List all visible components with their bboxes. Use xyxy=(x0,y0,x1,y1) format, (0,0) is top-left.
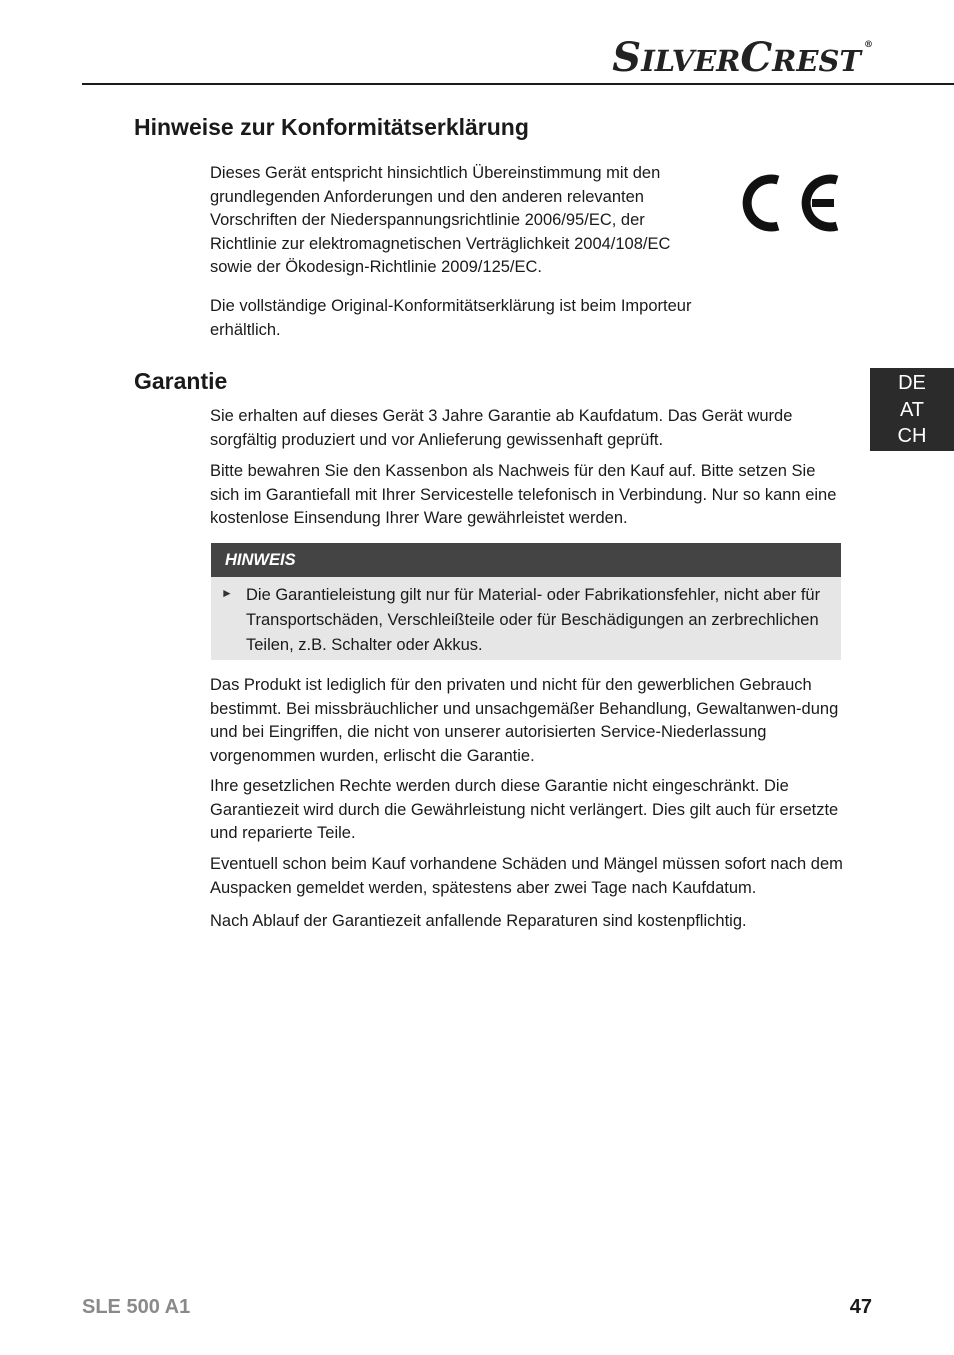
brand-logo xyxy=(612,34,873,81)
note-box xyxy=(211,577,841,660)
triangle-bullet-icon: ► xyxy=(221,586,233,600)
brand-letter: S xyxy=(612,34,642,81)
header-rule xyxy=(82,83,954,85)
language-code: CH xyxy=(897,425,927,447)
ce-mark-icon xyxy=(738,165,844,241)
language-code: AT xyxy=(899,398,925,421)
footer-model: SLE 500 A1 xyxy=(82,1296,191,1318)
brand-letters: ILVER xyxy=(641,44,741,78)
section-title-warranty: Garantie xyxy=(134,368,228,394)
note-header: HINWEIS xyxy=(211,543,841,577)
conformity-paragraph-2: Die vollständige Original-Konformitätserklärung ist beim Importeur erhältlich. xyxy=(210,297,692,339)
language-code: DE xyxy=(898,372,926,394)
language-tab xyxy=(870,368,954,451)
warranty-paragraph-6: Nach Ablauf der Garantiezeit anfallende Reparaturen sind kostenpflichtig. xyxy=(210,912,747,930)
note-text: Die Garantieleistung gilt nur für Material- oder Fabrikationsfehler, nicht aber für Transportschäden, Verschleißteile oder für Beschädigungen an zerbrechlichen Teilen, z.B. Schalter oder Akkus. xyxy=(246,586,821,654)
registered-mark: ® xyxy=(864,40,873,50)
brand-letter: C xyxy=(740,34,773,81)
warranty-paragraph-4: Ihre gesetzlichen Rechte werden durch diese Garantie nicht eingeschränkt. Die Garantiezeit wird durch die Gewährleistung nicht verlängert. Dies gilt auch für ersetzte und reparierte Teile. xyxy=(210,777,839,842)
warranty-paragraph-2: Bitte bewahren Sie den Kassenbon als Nachweis für den Kauf auf. Bitte setzen Sie sich im Garantiefall mit Ihrer Servicestelle telefonisch in Verbindung. Nur so kann eine kostenlose Einsendung Ihrer Ware gewährleistet werden. xyxy=(210,462,837,527)
warranty-paragraph-5: Eventuell schon beim Kauf vorhandene Schäden und Mängel müssen sofort nach dem Auspacken gemeldet werden, spätestens aber zwei Tage nach Kaufdatum. xyxy=(210,855,843,897)
brand-letters: REST xyxy=(772,44,861,78)
warranty-paragraph-1: Sie erhalten auf dieses Gerät 3 Jahre Garantie ab Kaufdatum. Das Gerät wurde sorgfältig produziert und vor Anlieferung gewissenhaft geprüft. xyxy=(210,407,793,449)
page-number: 47 xyxy=(849,1296,872,1318)
section-title-conformity: Hinweise zur Konformitätserklärung xyxy=(134,114,529,140)
conformity-paragraph-1: Dieses Gerät entspricht hinsichtlich Übereinstimmung mit den grundlegenden Anforderungen und den anderen relevanten Vorschriften der Niederspannungsrichtlinie 2006/95/EC, der Richtlinie zur elektromagnetischen Verträglichkeit 2004/108/EC sowie der Ökodesign-Richtlinie 2009/125/EC. xyxy=(210,164,671,276)
warranty-paragraph-3: Das Produkt ist lediglich für den privaten und nicht für den gewerblichen Gebrauch bestimmt. Bei missbräuchlicher und unsachgemäßer Behandlung, Gewaltanwen-dung und bei Eingriffen, die nicht von unserer autorisierten Service-Niederlassung vorgenommen wurden, erlischt die Garantie. xyxy=(210,676,839,765)
